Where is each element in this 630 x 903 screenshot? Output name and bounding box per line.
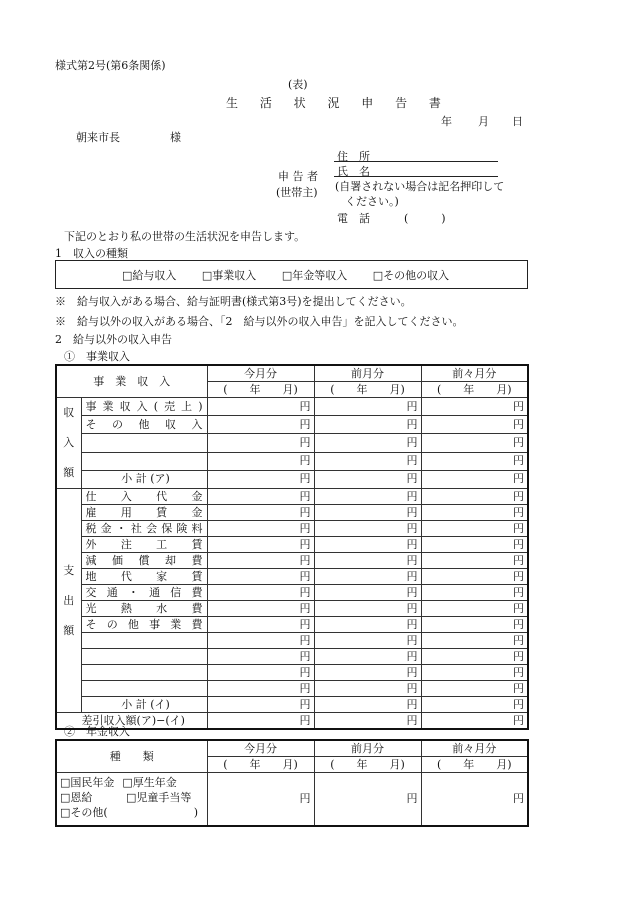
note-other-income: ※ 給与以外の収入がある場合、「2 給与以外の収入申告」を記入してください。 [55, 315, 464, 328]
net-income-cell[interactable]: 円 [421, 713, 528, 730]
amount-cell[interactable]: 円 [207, 665, 314, 681]
checkbox-other[interactable]: □その他( [60, 806, 108, 819]
col-last-month-period[interactable]: ( 年 月) [314, 757, 421, 773]
address-field[interactable] [334, 147, 498, 162]
amount-cell[interactable]: 円 [421, 398, 528, 416]
checkbox-child-allowance[interactable]: □児童手当等 [126, 791, 192, 804]
amount-cell[interactable]: 円 [314, 649, 421, 665]
expense-group-label: 支 出 額 [56, 489, 81, 713]
row-item-label: その他事業費 [81, 617, 207, 633]
col-last-month: 前月分 [314, 365, 421, 382]
pension-amount-cell[interactable]: 円 [421, 773, 528, 827]
option-other[interactable]: □その他の収入 [372, 269, 450, 282]
business-header-label: 事 業 収 入 [56, 365, 207, 398]
amount-cell[interactable]: 円 [421, 416, 528, 434]
amount-cell[interactable]: 円 [421, 697, 528, 713]
table-row [56, 489, 528, 505]
amount-cell[interactable]: 円 [421, 665, 528, 681]
applicant-sublabel: (世帯主) [276, 186, 318, 199]
row-item-label [81, 649, 207, 665]
phone-field[interactable]: ( ) [404, 212, 446, 225]
table-row [56, 470, 528, 488]
row-item-label [81, 681, 207, 697]
row-item-label: 外注工賃 [81, 537, 207, 553]
amount-cell[interactable]: 円 [314, 505, 421, 521]
amount-cell[interactable]: 円 [207, 434, 314, 452]
note-salary: ※ 給与収入がある場合、給与証明書(様式第3号)を提出してください。 [55, 295, 412, 308]
col-two-months-ago: 前々月分 [421, 740, 528, 757]
amount-cell[interactable]: 円 [314, 434, 421, 452]
table-row [56, 665, 528, 681]
row-item-label [81, 452, 207, 470]
amount-cell[interactable]: 円 [207, 416, 314, 434]
net-income-cell[interactable]: 円 [207, 713, 314, 730]
pension-type-cell [56, 773, 207, 827]
amount-cell[interactable]: 円 [314, 416, 421, 434]
pension-header-label: 種 類 [56, 740, 207, 773]
date-day: 日 [512, 115, 523, 128]
checkbox-employee-pension[interactable]: □厚生年金 [122, 776, 177, 789]
row-item-label: 減価償却費 [81, 553, 207, 569]
net-income-label: 差引収入額(ア)−(イ) [56, 713, 207, 730]
amount-cell[interactable]: 円 [207, 553, 314, 569]
amount-cell[interactable]: 円 [207, 398, 314, 416]
amount-cell[interactable]: 円 [314, 697, 421, 713]
amount-cell[interactable]: 円 [314, 681, 421, 697]
amount-cell[interactable]: 円 [207, 633, 314, 649]
income-group-label: 収 入 額 [56, 398, 81, 489]
col-last-month-period[interactable]: ( 年 月) [314, 382, 421, 398]
row-item-label: 事業収入(売上) [81, 398, 207, 416]
amount-cell[interactable]: 円 [314, 452, 421, 470]
section2-sub1: ① 事業収入 [64, 350, 130, 363]
phone-label: 電 話 [337, 212, 370, 225]
row-item-label: 小 計 (ア) [81, 470, 207, 488]
other-close-paren: ) [193, 806, 198, 819]
amount-cell[interactable]: 円 [314, 553, 421, 569]
amount-cell[interactable]: 円 [314, 601, 421, 617]
intro-text: 下記のとおり私の世帯の生活状況を申告します。 [64, 230, 306, 243]
amount-cell[interactable]: 円 [207, 681, 314, 697]
section2-heading: 2 給与以外の収入申告 [55, 333, 172, 346]
date-year: 年 [441, 115, 452, 128]
pension-amount-cell[interactable]: 円 [207, 773, 314, 827]
amount-cell[interactable]: 円 [207, 569, 314, 585]
form-side-label: (表) [288, 78, 308, 91]
table-row [56, 681, 528, 697]
income-type-box [55, 260, 528, 289]
pension-amount-cell[interactable]: 円 [314, 773, 421, 827]
name-label: 氏 名 [337, 165, 370, 178]
table-row [56, 452, 528, 470]
col-two-months-ago-period[interactable]: ( 年 月) [421, 382, 528, 398]
amount-cell[interactable]: 円 [314, 617, 421, 633]
amount-cell[interactable]: 円 [314, 489, 421, 505]
col-two-months-ago: 前々月分 [421, 365, 528, 382]
row-item-label: 小 計 (イ) [81, 697, 207, 713]
table-row [56, 585, 528, 601]
amount-cell[interactable]: 円 [207, 617, 314, 633]
amount-cell[interactable]: 円 [314, 569, 421, 585]
amount-cell[interactable]: 円 [207, 585, 314, 601]
form-number: 様式第2号(第6条関係) [55, 59, 166, 72]
option-pension[interactable]: □年金等収入 [281, 269, 348, 282]
row-item-label: 税金・社会保険料 [81, 521, 207, 537]
pension-income-table [55, 739, 529, 827]
row-item-label: 仕入代金 [81, 489, 207, 505]
amount-cell[interactable]: 円 [207, 505, 314, 521]
amount-cell[interactable]: 円 [207, 521, 314, 537]
col-two-months-ago-period[interactable]: ( 年 月) [421, 757, 528, 773]
table-row [56, 398, 528, 416]
addressee-honorific: 様 [170, 131, 181, 144]
address-label: 住 所 [337, 150, 370, 163]
col-this-month-period[interactable]: ( 年 月) [207, 757, 314, 773]
amount-cell[interactable]: 円 [207, 537, 314, 553]
option-business[interactable]: □事業収入 [201, 269, 257, 282]
table-row [56, 569, 528, 585]
col-this-month: 今月分 [207, 365, 314, 382]
row-item-label: 光熱水費 [81, 601, 207, 617]
table-row [56, 649, 528, 665]
amount-cell[interactable]: 円 [421, 553, 528, 569]
amount-cell[interactable]: 円 [421, 633, 528, 649]
addressee-name: 朝来市長 [76, 131, 120, 144]
section2-sub2: ② 年金収入 [64, 725, 130, 738]
table-row [56, 505, 528, 521]
table-row [56, 617, 528, 633]
amount-cell[interactable]: 円 [421, 617, 528, 633]
amount-cell[interactable]: 円 [207, 489, 314, 505]
page-title: 生 活 状 況 申 告 書 [226, 96, 450, 110]
row-item-label [81, 633, 207, 649]
row-item-label [81, 434, 207, 452]
table-row [56, 537, 528, 553]
amount-cell[interactable]: 円 [207, 452, 314, 470]
amount-cell[interactable]: 円 [314, 470, 421, 488]
amount-cell[interactable]: 円 [314, 537, 421, 553]
amount-cell[interactable]: 円 [421, 521, 528, 537]
checkbox-onkyu[interactable]: □恩給 [60, 791, 93, 804]
table-row [56, 697, 528, 713]
option-salary[interactable]: □給与収入 [122, 269, 177, 282]
table-row [56, 521, 528, 537]
amount-cell[interactable]: 円 [207, 649, 314, 665]
row-item-label: その他収入 [81, 416, 207, 434]
table-row [56, 416, 528, 434]
amount-cell[interactable]: 円 [314, 633, 421, 649]
amount-cell[interactable]: 円 [314, 398, 421, 416]
row-item-label: 地代家賃 [81, 569, 207, 585]
seal-note-line2: ください。) [345, 195, 399, 208]
net-income-cell[interactable]: 円 [314, 713, 421, 730]
date-month: 月 [478, 115, 489, 128]
amount-cell[interactable]: 円 [421, 452, 528, 470]
amount-cell[interactable]: 円 [421, 585, 528, 601]
amount-cell[interactable]: 円 [421, 505, 528, 521]
table-row [56, 553, 528, 569]
row-item-label: 交通・通信費 [81, 585, 207, 601]
amount-cell[interactable]: 円 [207, 470, 314, 488]
amount-cell[interactable]: 円 [421, 649, 528, 665]
business-income-table [55, 364, 529, 730]
amount-cell[interactable]: 円 [314, 665, 421, 681]
seal-note-line1: (自署されない場合は記名押印して [335, 180, 505, 193]
amount-cell[interactable]: 円 [421, 569, 528, 585]
col-last-month: 前月分 [314, 740, 421, 757]
amount-cell[interactable]: 円 [421, 434, 528, 452]
amount-cell[interactable]: 円 [421, 537, 528, 553]
amount-cell[interactable]: 円 [421, 601, 528, 617]
checkbox-national-pension[interactable]: □国民年金 [60, 776, 115, 789]
section1-heading: 1 収入の種類 [55, 247, 128, 260]
amount-cell[interactable]: 円 [314, 521, 421, 537]
table-row [56, 434, 528, 452]
table-row [56, 601, 528, 617]
amount-cell[interactable]: 円 [207, 697, 314, 713]
amount-cell[interactable]: 円 [421, 681, 528, 697]
amount-cell[interactable]: 円 [207, 601, 314, 617]
row-item-label: 雇用賃金 [81, 505, 207, 521]
amount-cell[interactable]: 円 [421, 489, 528, 505]
amount-cell[interactable]: 円 [314, 585, 421, 601]
col-this-month-period[interactable]: ( 年 月) [207, 382, 314, 398]
row-item-label [81, 665, 207, 681]
table-row [56, 633, 528, 649]
amount-cell[interactable]: 円 [421, 470, 528, 488]
name-field[interactable] [334, 162, 498, 177]
col-this-month: 今月分 [207, 740, 314, 757]
applicant-label: 申 告 者 [278, 170, 318, 183]
